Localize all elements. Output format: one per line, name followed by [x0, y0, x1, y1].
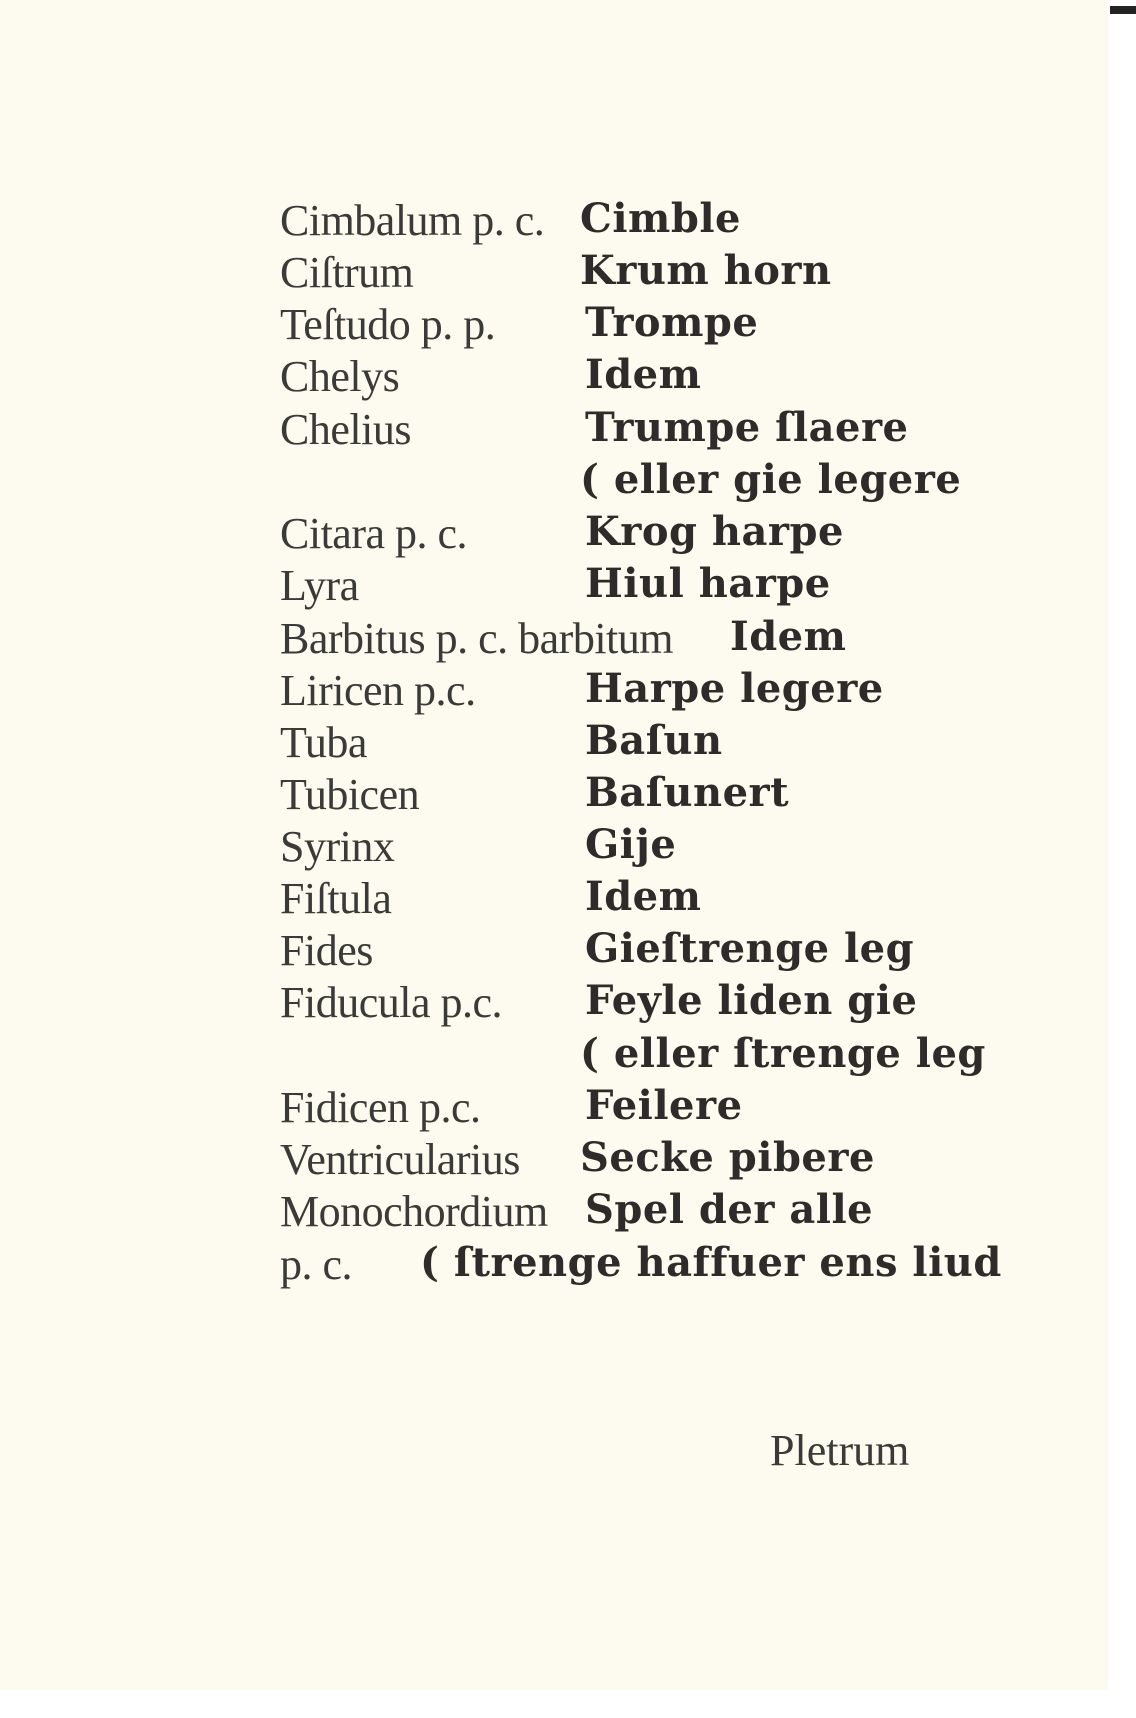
- glossary-entry: [280, 351, 980, 407]
- vernacular-term: ( ſtrenge haffuer ens liud: [420, 1239, 1002, 1286]
- latin-term: Syrinx: [280, 822, 395, 871]
- latin-term: Chelys: [280, 352, 400, 401]
- latin-term: Teſtudo p. p.: [280, 300, 496, 349]
- latin-term: Fiducula p.c.: [280, 978, 503, 1027]
- vernacular-term: Secke pibere: [580, 1134, 875, 1181]
- vernacular-term: Feyle liden gie: [585, 977, 918, 1024]
- glossary-entry: [280, 299, 980, 355]
- latin-term: Ciſtrum: [280, 248, 414, 297]
- vernacular-term: Idem: [730, 613, 847, 660]
- vernacular-term: Feilere: [585, 1082, 743, 1129]
- glossary-entry: [280, 560, 980, 616]
- glossary-entry: [280, 977, 980, 1033]
- vernacular-term: Trumpe ſlaere: [585, 404, 909, 451]
- glossary-entry: [280, 1186, 980, 1242]
- vernacular-term: Gieſtrenge leg: [585, 925, 915, 972]
- latin-term: Cimbalum p. c.: [280, 196, 545, 245]
- latin-term: Fides: [280, 926, 373, 975]
- vernacular-term: Idem: [585, 873, 702, 920]
- glossary-entry: [280, 1239, 1002, 1295]
- glossary-entry: [280, 1030, 986, 1086]
- latin-term: Tuba: [280, 718, 367, 767]
- vernacular-term: Cimble: [580, 195, 741, 242]
- glossary-entry: [280, 456, 980, 512]
- latin-term: p. c.: [280, 1240, 353, 1289]
- catchword: Pletrum: [770, 1426, 910, 1475]
- vernacular-term: Baſunert: [585, 769, 790, 816]
- glossary-entry: [280, 665, 980, 721]
- latin-term: Ventricularius: [280, 1135, 520, 1184]
- vernacular-term: Baſun: [585, 717, 723, 764]
- glossary-entry: [280, 404, 980, 460]
- vernacular-term: Hiul harpe: [585, 560, 831, 607]
- glossary-entry: [280, 1082, 980, 1138]
- glossary-entry: [280, 508, 980, 564]
- latin-term: Liricen p.c.: [280, 666, 476, 715]
- glossary-entry: [280, 769, 980, 825]
- glossary-entry: [280, 873, 980, 929]
- vernacular-term: Krum horn: [580, 247, 832, 294]
- vernacular-term: Trompe: [585, 299, 759, 346]
- glossary-entry: [280, 247, 980, 303]
- glossary-entry: [280, 821, 980, 877]
- glossary-entry: [280, 925, 980, 981]
- latin-term: Fidicen p.c.: [280, 1083, 481, 1132]
- vernacular-term: ( eller ſtrenge leg: [580, 1030, 986, 1077]
- latin-term: Citara p. c.: [280, 509, 468, 558]
- vernacular-term: ( eller gie legere: [580, 456, 962, 503]
- latin-term: Chelius: [280, 405, 411, 454]
- vernacular-term: Gije: [585, 821, 677, 868]
- glossary-entry: [280, 613, 980, 669]
- glossary-entry: [280, 717, 980, 773]
- vernacular-term: Krog harpe: [585, 508, 844, 555]
- vernacular-term: Spel der alle: [585, 1186, 874, 1233]
- latin-term: Monochordium: [280, 1187, 548, 1236]
- latin-term: Tubicen: [280, 770, 420, 819]
- latin-term: Lyra: [280, 561, 359, 610]
- vernacular-term: Idem: [585, 351, 702, 398]
- latin-term: Barbitus p. c. barbitum: [280, 614, 673, 663]
- latin-term: Fiſtula: [280, 874, 392, 923]
- glossary-entry: [280, 1134, 980, 1190]
- glossary-entry: [280, 195, 980, 251]
- vernacular-term: Harpe legere: [585, 665, 884, 712]
- scan-edge-mark: [1110, 6, 1136, 14]
